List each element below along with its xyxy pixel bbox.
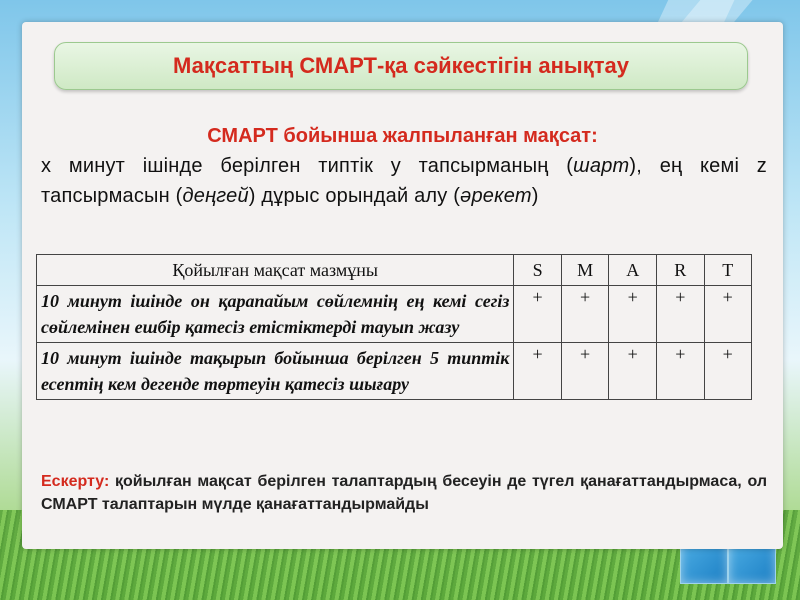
goal-text: ), ең кемі z тапсырмасын ( (41, 155, 767, 207)
note-label: Ескерту: (41, 473, 110, 490)
table-row (37, 343, 752, 400)
mark-cell: + (609, 343, 657, 400)
header-s: S (514, 255, 561, 286)
mark-cell: + (561, 286, 609, 343)
goal-content-cell: 10 минут ішінде тақырып бойынша берілген 5 типтік есептің кем дегенде төртеуін қатесіз шығару (37, 343, 514, 400)
header-t: T (704, 255, 751, 286)
header-a: A (609, 255, 657, 286)
note (41, 470, 767, 516)
mark-cell: + (657, 343, 705, 400)
header-m: M (561, 255, 609, 286)
header-r: R (657, 255, 705, 286)
generalized-goal (41, 151, 767, 211)
header-content: Қойылған мақсат мазмұны (37, 255, 514, 286)
goal-content-cell: 10 минут ішінде он қарапайым сөйлемнің ең кемі сегіз сөйлемінен ешбір қатесіз етістіктерді тауып жазу (37, 286, 514, 343)
mark-cell: + (609, 286, 657, 343)
goal-text: ) (531, 185, 539, 207)
goal-text: x минут ішінде берілген типтік y тапсырманың ( (41, 155, 574, 177)
goal-text: ) дұрыс орындай алу ( (248, 185, 461, 207)
goal-action: әрекет (460, 185, 532, 207)
slide-title: Мақсаттың СМАРТ-қа сәйкестігін анықтау (54, 42, 748, 90)
slide-panel (22, 22, 783, 549)
mark-cell: + (657, 286, 705, 343)
mark-cell: + (704, 286, 751, 343)
mark-cell: + (704, 343, 751, 400)
goal-heading: СМАРТ бойынша жалпыланған мақсат: (207, 125, 598, 147)
goal-level: деңгей (182, 185, 249, 207)
mark-cell: + (514, 343, 561, 400)
table-header-row (37, 255, 752, 286)
mark-cell: + (561, 343, 609, 400)
table-row (37, 286, 752, 343)
note-text: қойылған мақсат берілген талаптардың бесеуін де түгел қанағаттандырмаса, ол СМАРТ талаптарын мүлде қанағаттандырмайды (41, 473, 767, 513)
goal-condition: шарт (573, 155, 630, 177)
mark-cell: + (514, 286, 561, 343)
smart-table (36, 254, 752, 400)
